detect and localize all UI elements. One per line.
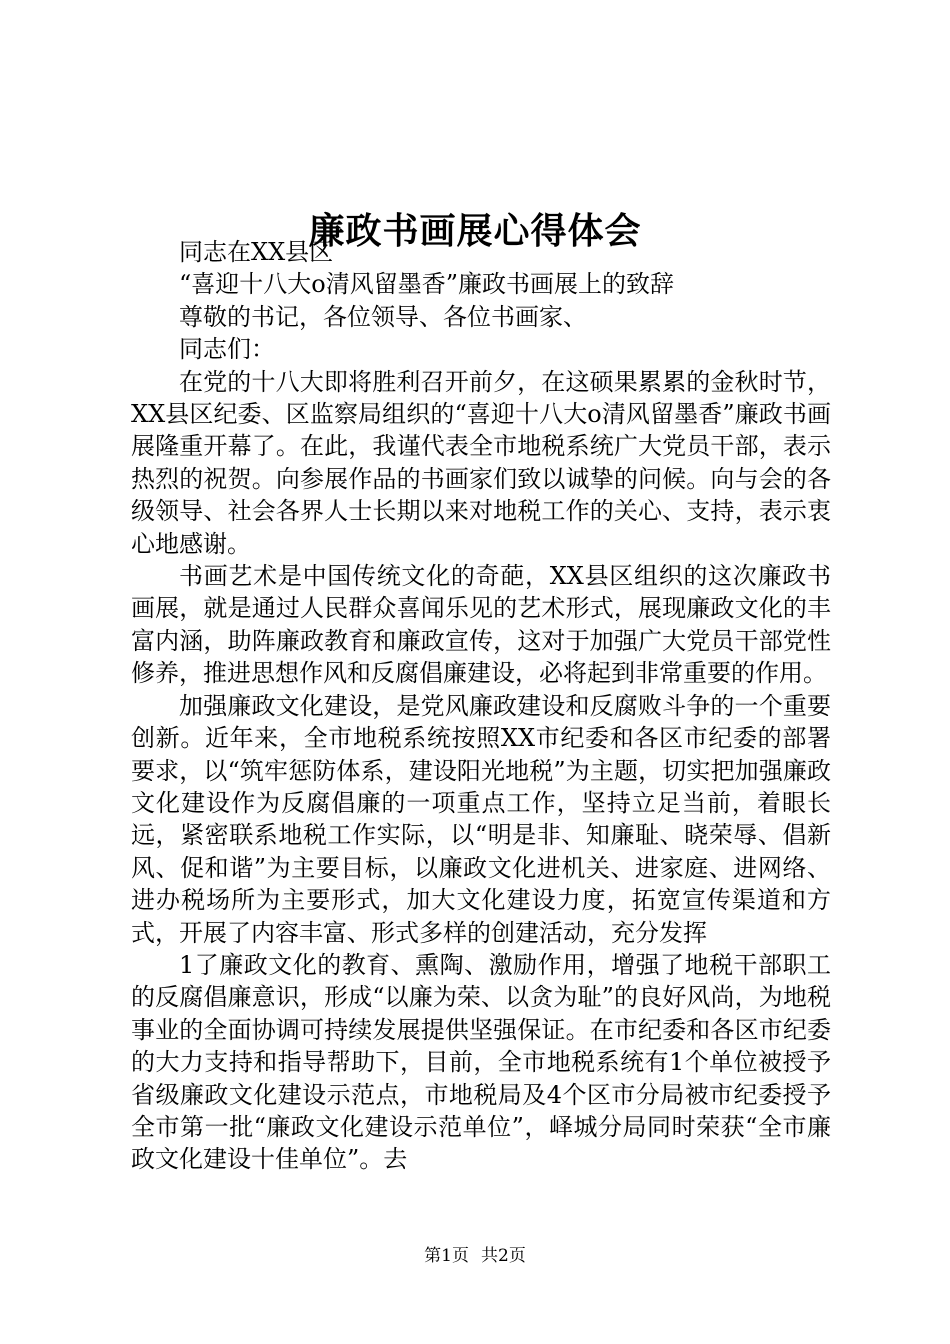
paragraph-salutation-continued: 同志们： [179,335,275,364]
paragraph-salutation: 尊敬的书记，各位领导、各位书画家、 [179,302,587,331]
document-body [131,236,831,1176]
paragraph-addressee: 同志在XX县区 [179,238,334,266]
paragraph-art-significance: 书画艺术是中国传统文化的奇葩，XX县区组织的这次廉政书画展，就是通过人民群众喜闻乐见的艺术形式，展现廉政文化的丰富内涵，助阵廉政教育和廉政宣传，这对于加强广大党员干部党性修养，推进思想作风和反腐倡廉建设，必将起到非常重要的作用。 [131,562,831,688]
paragraph-culture-building: 加强廉政文化建设，是党风廉政建设和反腐败斗争的一个重要创新。近年来，全市地税系统按照XX市纪委和各区市纪委的部署要求，以“筑牢惩防体系，建设阳光地税”为主题，切实把加强廉政文化建设作为反腐倡廉的一项重点工作，坚持立足当前，着眼长远，紧密联系地税工作实际，以“明是非、知廉耻、晓荣辱、倡新风、促和谐”为主要目标，以廉政文化进机关、进家庭、进网络、进办税场所为主要形式，加大文化建设力度，拓宽宣传渠道和方式，开展了内容丰富、形式多样的创建活动，充分发挥 [131,691,831,947]
page-footer [0,1244,950,1268]
page-number: 第1页 [424,1246,469,1266]
page-total: 共2页 [481,1246,526,1266]
document-title: 廉政书画展心得体会 [308,210,642,253]
paragraph-achievements: 1了廉政文化的教育、熏陶、激励作用，增强了地税干部职工的反腐倡廉意识，形成“以廉为荣、以贪为耻”的良好风尚，为地税事业的全面协调可持续发展提供坚强保证。在市纪委和各区市纪委的大力支持和指导帮助下，目前，全市地税系统有1个单位被授予省级廉政文化建设示范点，市地税局及4个区市分局被市纪委授予全市第一批“廉政文化建设示范单位”，峄城分局同时荣获“全市廉政文化建设十佳单位”。去 [131,950,831,1174]
paragraph-event-title: “喜迎十八大o清风留墨香”廉政书画展上的致辞 [179,270,674,299]
paragraph-opening: 在党的十八大即将胜利召开前夕，在这硕果累累的金秋时节，XX县区纪委、区监察局组织的“喜迎十八大o清风留墨香”廉政书画展隆重开幕了。在此，我谨代表全市地税系统广大党员干部，表示热烈的祝贺。向参展作品的书画家们致以诚挚的问候。向与会的各级领导、社会各界人士长期以来对地税工作的关心、支持，表示衷心地感谢。 [131,367,831,558]
